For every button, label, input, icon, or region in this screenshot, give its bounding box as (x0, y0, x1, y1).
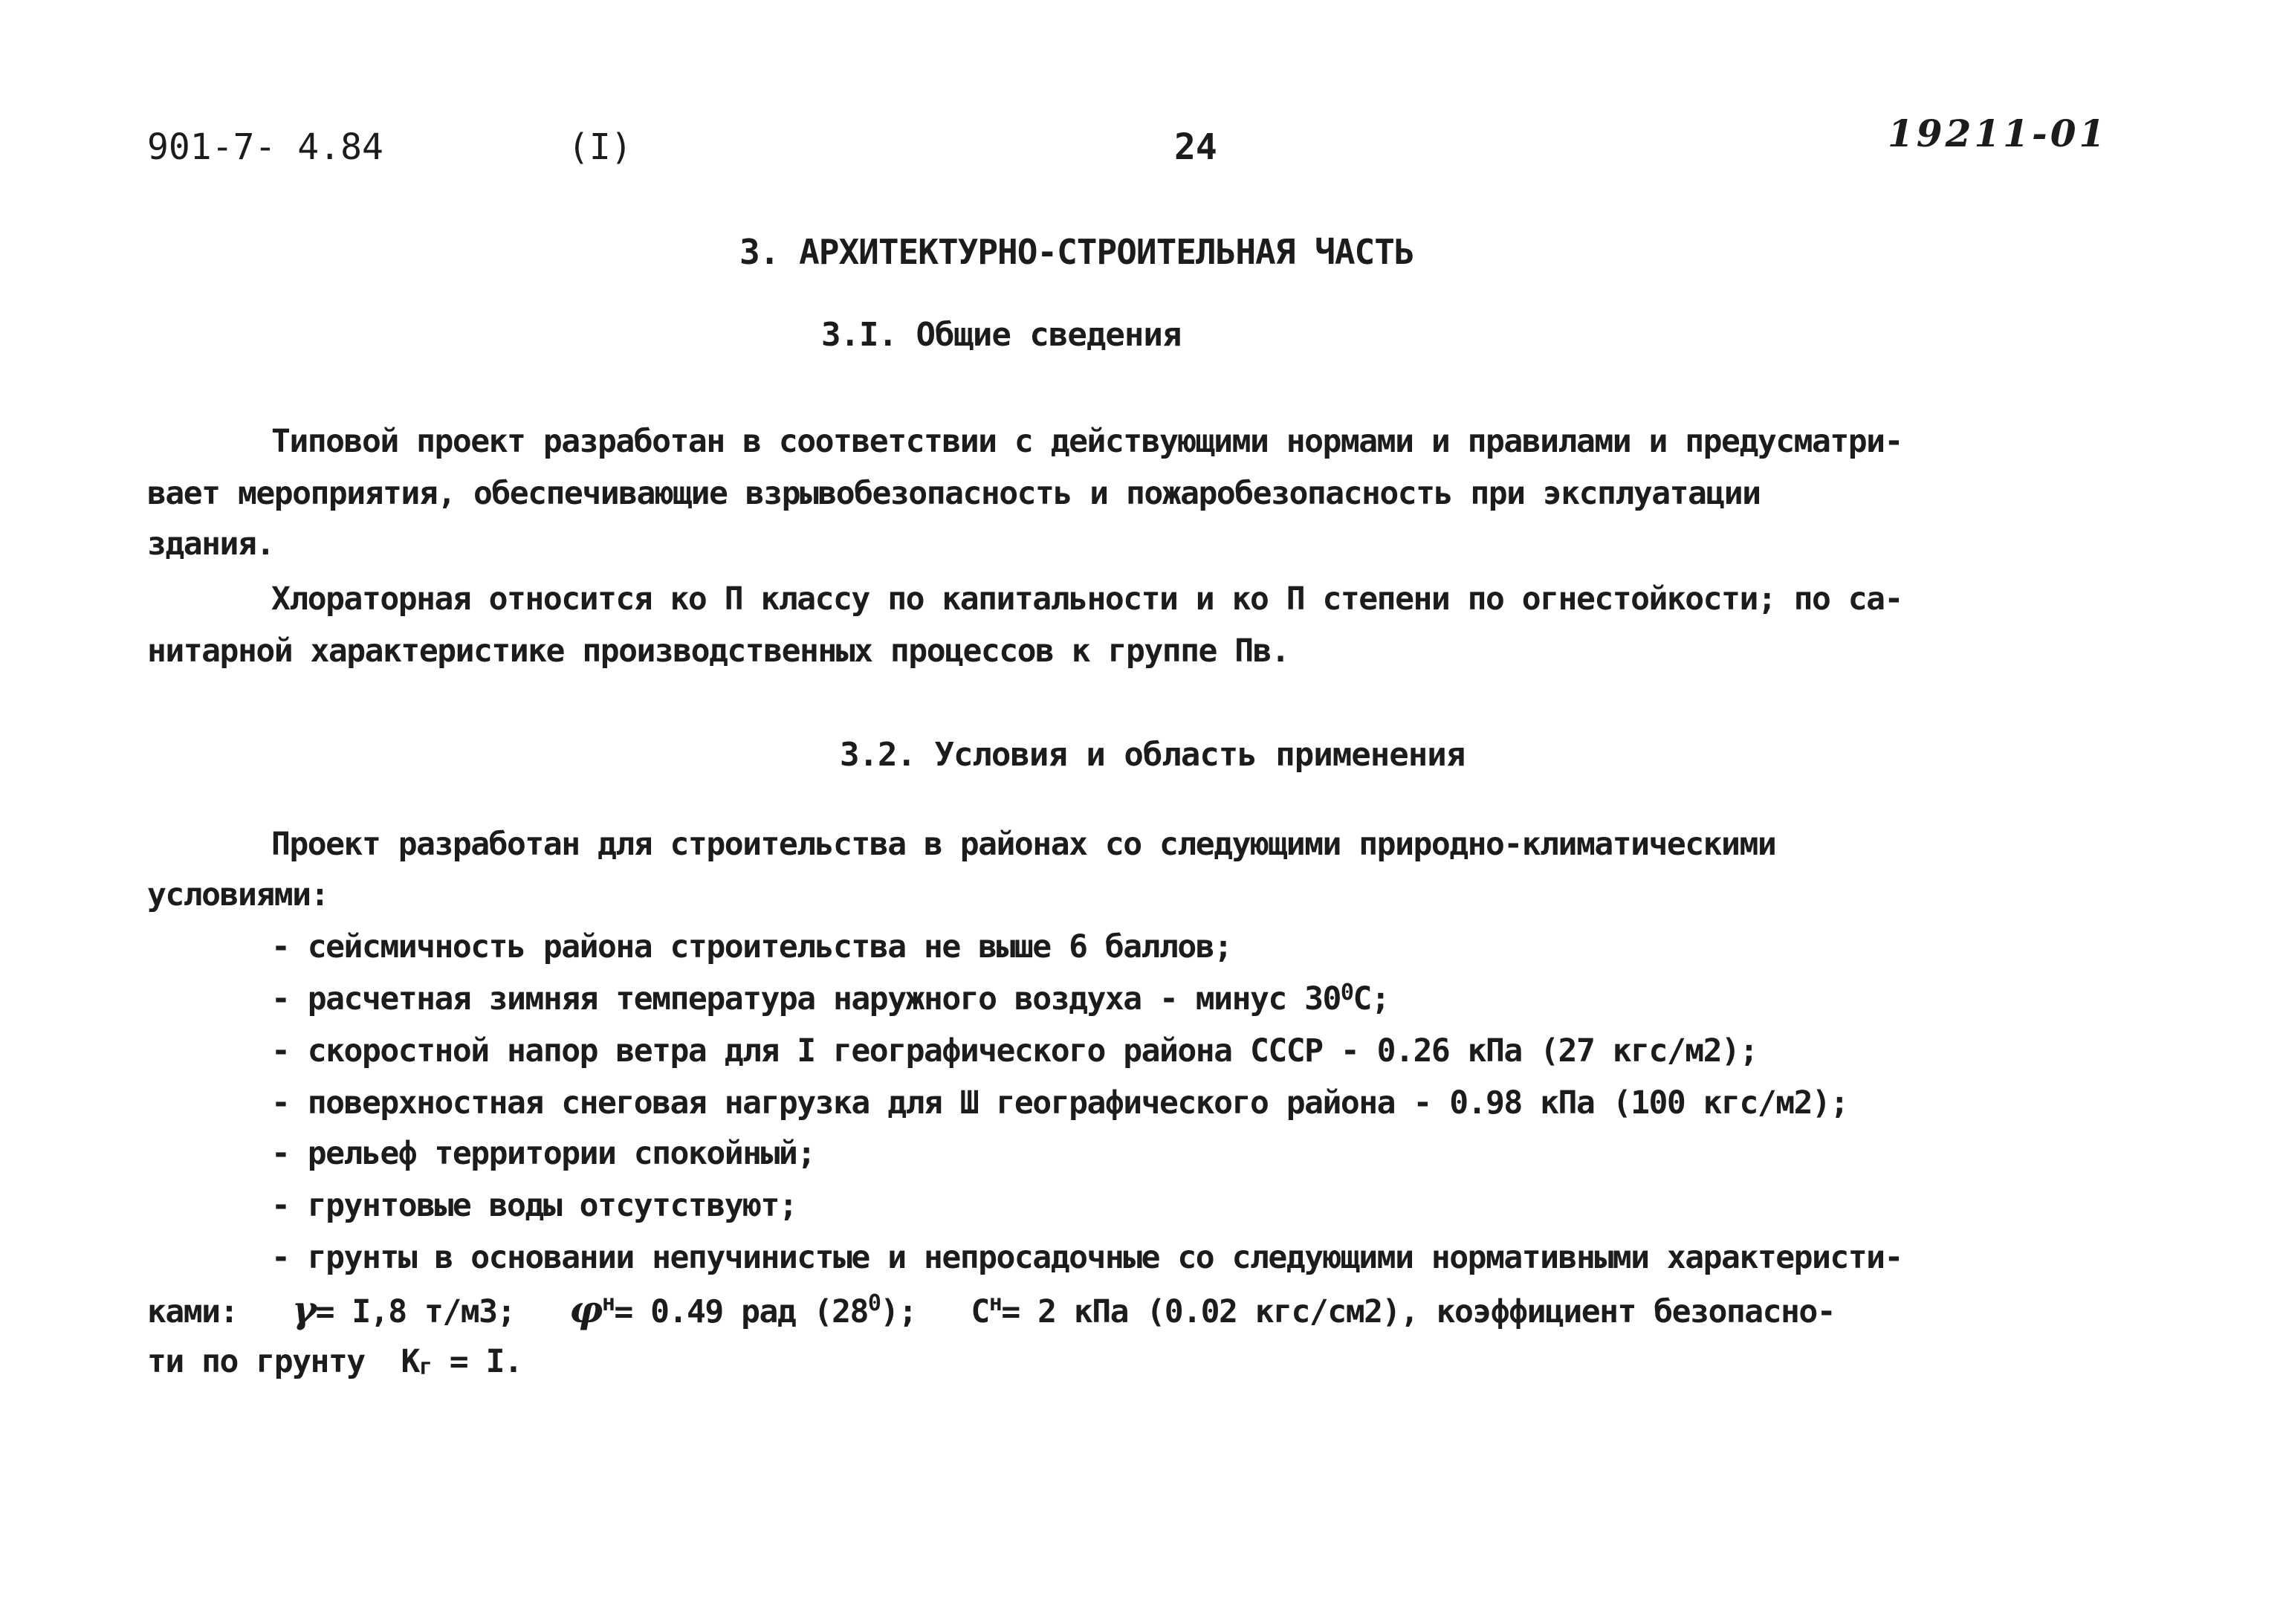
page-number: 24 (1174, 126, 1217, 168)
inventory-stamp: 19211-01 (1888, 111, 2108, 155)
section-title: 3. АРХИТЕКТУРНО-СТРОИТЕЛЬНАЯ ЧАСТЬ (739, 232, 1414, 272)
list-item: - грунтовые воды отсутствуют; (271, 1187, 797, 1224)
gamma-symbol: γ (292, 1287, 316, 1331)
paragraph-line: Хлораторная относится ко П классу по капитальности и ко П степени по огнестойкости; по са- (271, 580, 1902, 618)
paragraph-line: Типовой проект разработан в соответствии с действующими нормами и правилами и предусматри- (271, 423, 1902, 460)
list-item: - сейсмичность района строительства не выше 6 баллов; (271, 928, 1232, 965)
paragraph-line: нитарной характеристике производственных процессов к группе Пв. (147, 633, 1289, 670)
paragraph-line: Проект разработан для строительства в районах со следующими природно-климатическими (271, 826, 1776, 863)
c-symbol: С (971, 1293, 989, 1330)
paragraph-line: вает мероприятия, обеспечивающие взрывобезопасность и пожаробезопасность при эксплуатации (147, 475, 1761, 512)
subsection-title-conditions: 3.2. Условия и область применения (840, 736, 1466, 774)
list-item: - грунты в основании непучинистые и непросадочные со следующими нормативными характеристи- (271, 1239, 1902, 1276)
paragraph-line: условиями: (147, 876, 328, 913)
list-item: - поверхностная снеговая нагрузка для Ш географического района - 0.98 кПа (100 кгс/м2); (271, 1084, 1848, 1122)
list-item: - рельеф территории спокойный; (271, 1135, 815, 1172)
soil-safety-line: ти по грунту $К_г = I$. (147, 1343, 522, 1380)
k-symbol: К (401, 1343, 419, 1380)
phi-symbol: φ (569, 1287, 602, 1331)
list-item: - скоростной напор ветра для I географического района СССР - 0.26 кПа (27 кгс/м2); (271, 1032, 1758, 1070)
list-item: - расчетная зимняя температура наружного воздуха - минус $30^0С$; (271, 980, 1390, 1018)
volume-number: (I) (568, 126, 632, 168)
paragraph-line: здания. (147, 525, 274, 563)
subsection-title-general: 3.I. Общие сведения (821, 316, 1182, 354)
soil-characteristics-line: ками: γ= I,8 т/м3; $\varphi^н= 0.49$ рад $(28^0)$; $С^н= 2$ кПа (0.02 кгс/см2), коэффициент безопасно- (147, 1287, 1836, 1331)
document-code: 901-7- 4.84 (147, 126, 383, 168)
